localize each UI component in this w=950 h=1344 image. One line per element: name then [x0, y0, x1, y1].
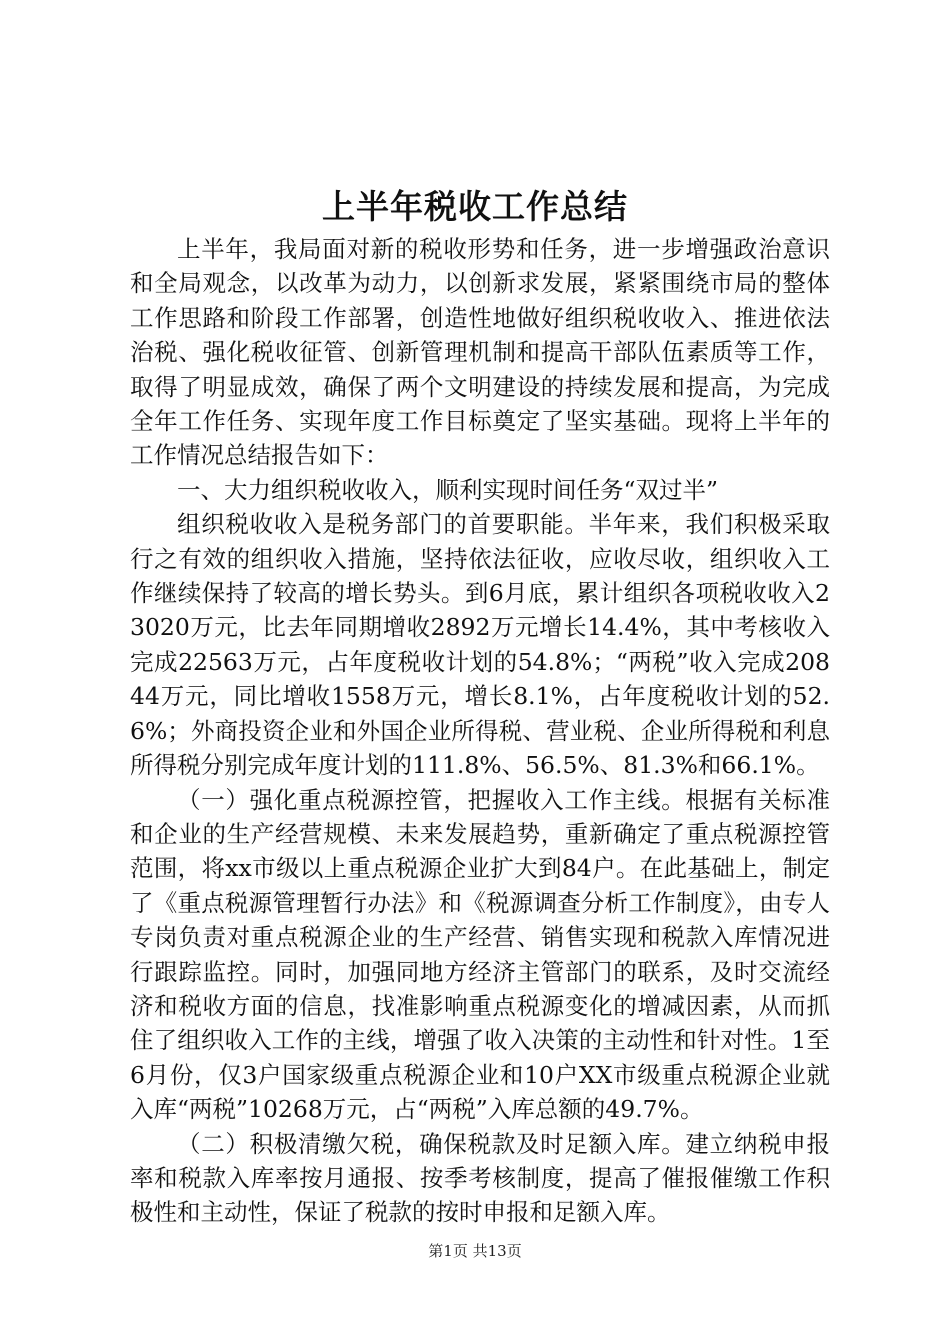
paragraph-revenue: 组织税收收入是税务部门的首要职能。半年来，我们积极采取行之有效的组织收入措施，坚持依法征收，应收尽收，组织收入工作继续保持了较高的增长势头。到6月底，累计组织各项税收收入23020万元，比去年同期增收2892万元增长14.4%，其中考核收入完成22563万元，占年度税收计划的54.8%；“两税”收入完成20844万元，同比增收1558万元，增长8.1%，占年度税收计划的52.6%；外商投资企业和外国企业所得税、营业税、企业所得税和利息所得税分别完成年度计划的111.8%、56.5%、81.3%和66.1%。 — [130, 510, 830, 780]
page-number-footer: 第1页 共13页 — [428, 1242, 522, 1260]
document-body — [130, 232, 830, 1230]
section-heading-1: 一、大力组织税收收入，顺利实现时间任务“双过半” — [177, 475, 719, 504]
document-title: 上半年税收工作总结 — [322, 187, 628, 226]
paragraph-intro: 上半年，我局面对新的税收形势和任务，进一步增强政治意识和全局观念，以改革为动力，以创新求发展，紧紧围绕市局的整体工作思路和阶段工作部署，创造性地做好组织税收收入、推进依法治税、强化税收征管、创新管理机制和提高干部队伍素质等工作，取得了明显成效，确保了两个文明建设的持续发展和提高，为完成全年工作任务、实现年度工作目标奠定了坚实基础。现将上半年的工作情况总结报告如下： — [130, 235, 830, 470]
paragraph-arrears: （二）积极清缴欠税，确保税款及时足额入库。建立纳税申报率和税款入库率按月通报、按季考核制度，提高了催报催缴工作积极性和主动性，保证了税款的按时申报和足额入库。 — [130, 1129, 830, 1227]
paragraph-key-tax-sources: （一）强化重点税源控管，把握收入工作主线。根据有关标准和企业的生产经营规模、未来发展趋势，重新确定了重点税源控管范围，将xx市级以上重点税源企业扩大到84户。在此基础上，制定了《重点税源管理暂行办法》和《税源调查分析工作制度》，由专人专岗负责对重点税源企业的生产经营、销售实现和税款入库情况进行跟踪监控。同时，加强同地方经济主管部门的联系，及时交流经济和税收方面的信息，找准影响重点税源变化的增减因素，从而抓住了组织收入工作的主线，增强了收入决策的主动性和针对性。1至6月份，仅3户国家级重点税源企业和10户XX市级重点税源企业就入库“两税”10268万元，占“两税”入库总额的49.7%。 — [130, 785, 830, 1124]
